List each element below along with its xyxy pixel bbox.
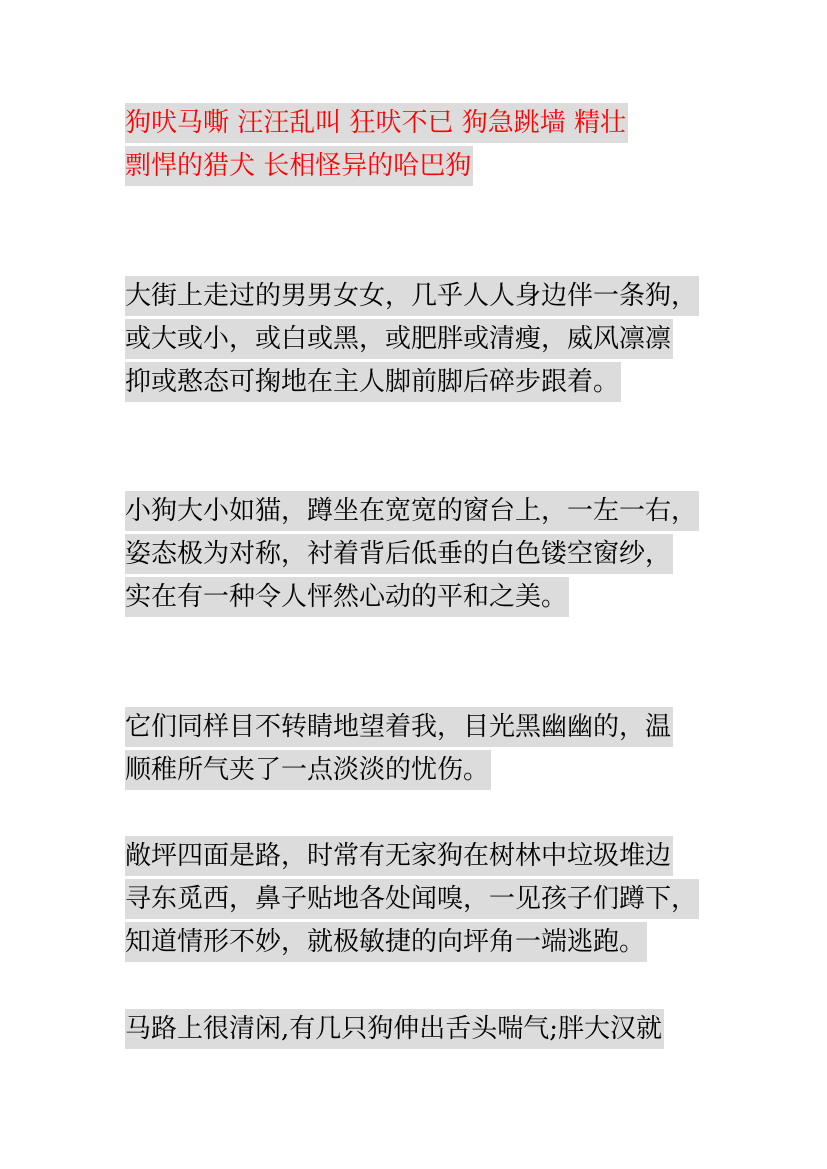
paragraph-line <box>125 275 699 318</box>
paragraph-line <box>125 318 699 361</box>
paragraph-3 <box>125 706 673 792</box>
title-line <box>125 102 628 145</box>
title-line-text: 剽悍的猎犬 长相怪异的哈巴狗 <box>125 146 473 186</box>
paragraph-line-text: 顺稚所气夹了一点淡淡的忧伤。 <box>125 750 491 790</box>
paragraph-line <box>125 1008 664 1051</box>
paragraph-line-text: 实在有一种令人怦然心动的平和之美。 <box>125 577 569 617</box>
paragraph-5 <box>125 1008 664 1051</box>
paragraph-line <box>125 490 699 533</box>
paragraph-line <box>125 706 673 749</box>
paragraph-line <box>125 921 699 964</box>
paragraph-line-text: 姿态极为对称，衬着背后低垂的白色镂空窗纱， <box>125 534 673 574</box>
paragraph-line <box>125 361 699 404</box>
paragraph-line-text: 敞坪四面是路，时常有无家狗在树林中垃圾堆边 <box>125 836 673 876</box>
title-block <box>125 102 628 188</box>
paragraph-1 <box>125 275 699 404</box>
paragraph-2 <box>125 490 699 619</box>
paragraph-line <box>125 749 673 792</box>
paragraph-line-text: 寻东觅西，鼻子贴地各处闻嗅，一见孩子们蹲下， <box>125 879 699 919</box>
paragraph-line-text: 知道情形不妙，就极敏捷的向坪角一端逃跑。 <box>125 922 647 962</box>
paragraph-line-text: 大街上走过的男男女女，几乎人人身边伴一条狗， <box>125 276 699 316</box>
paragraph-line-text: 抑或憨态可掬地在主人脚前脚后碎步跟着。 <box>125 362 621 402</box>
paragraph-line <box>125 533 699 576</box>
paragraph-line <box>125 576 699 619</box>
title-line-text: 狗吠马嘶 汪汪乱叫 狂吠不已 狗急跳墙 精壮 <box>125 103 628 143</box>
paragraph-line-text: 它们同样目不转睛地望着我，目光黑幽幽的，温 <box>125 707 673 747</box>
paragraph-line-text: 马路上很清闲,有几只狗伸出舌头喘气;胖大汉就 <box>125 1009 664 1049</box>
paragraph-line-text: 小狗大小如猫，蹲坐在宽宽的窗台上，一左一右， <box>125 491 699 531</box>
title-line <box>125 145 628 188</box>
paragraph-line <box>125 878 699 921</box>
paragraph-4 <box>125 835 699 964</box>
paragraph-line <box>125 835 699 878</box>
paragraph-line-text: 或大或小，或白或黑，或肥胖或清瘦，威风凛凛 <box>125 319 673 359</box>
